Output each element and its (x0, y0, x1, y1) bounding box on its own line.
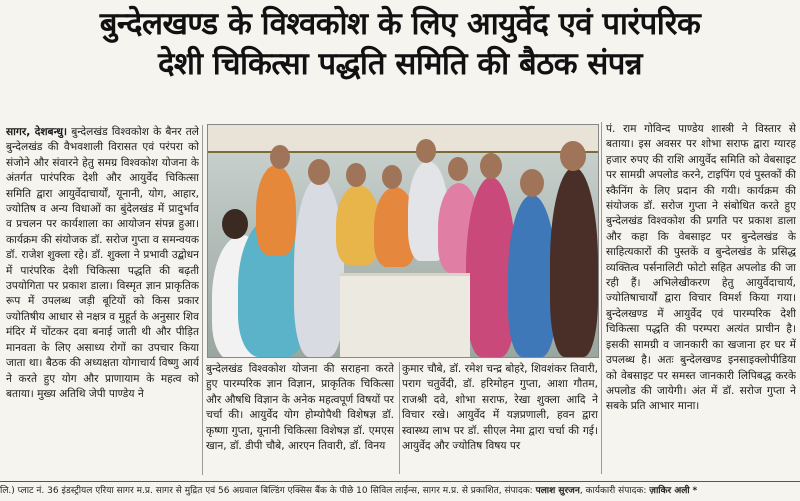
photo-person (550, 167, 598, 357)
photo-head (346, 163, 366, 187)
photo-head (480, 153, 502, 179)
editor-name: पलाश सुरजन (535, 486, 580, 496)
article-column-4: पं. राम गोविन्द पाण्डेय शास्त्री ने विस्तार से बताया। इस अवसर पर शोभा सराफ द्वारा ग्यारह हजार रुपए की राशि आयुर्वेद समिति को वेबसाइट पर सामग्री अपलोड करने, टाइपिंग एवं पुस्तकों की स्कैनिंग के लिए प्रदान की गयी। कार्यक्रम की संयोजक डॉ. सरोज गुप्ता ने संबोधित करते हुए बुन्देलखंड विश्वकोश की प्रगति पर प्रकाश डाला और कहा कि वेबसाइट पर बुन्देलखंड के साहित्यकारों की पुस्तकें व बुन्देलखंड के प्रसिद्ध व्यक्तित्व पर्सनालिटी फोटो सहित अपलोड की जा रही हैं। अभिलेखीकरण हेतु आयुर्वेदाचार्य, ज्योतिषाचार्यों द्वारा विचार विमर्श किया गया। बुन्देलखण्ड में आयुर्वेद एवं पारम्परिक देशी चिकित्सा पद्धति की परम्परा अत्यंत प्राचीन है। इसकी सामग्री व जानकारी का खजाना हर घर में उपलब्ध है। अतः बुन्देलखण्ड इनसाइक्लोपीडिया को वेबसाइट पर समस्त जानकारी लिपिबद्ध करके अपलोड की जायेगी। अंत में डॉ. सरोज गुप्ता ने सबके प्रति आभार माना। (606, 123, 796, 413)
imprint-suffix: * (692, 486, 698, 496)
photo-head (270, 145, 290, 169)
column-rule (202, 125, 203, 475)
photo-banner (208, 125, 598, 153)
photo-head (448, 157, 468, 181)
imprint-text: लि.) प्लाट नं. 36 इंडस्ट्रीयल एरिया सागर म.प्र. सागर से मुद्रित एवं 56 अग्रवाल बिल्डिंग एक्सिस बैंक के पीछे 10 सिविल लाईन्स, सागर म.प्र. से प्रकाशित, संपादक: (0, 486, 533, 496)
event-photo (207, 124, 599, 358)
article-column-2: बुन्देलखंड विश्वकोश योजना की सराहना करते हुए पारम्परिक ज्ञान विज्ञान, प्राकृतिक चिकित्सा और औषधि विज्ञान के अनेक महत्वपूर्ण विषयों पर चर्चा की। आयुर्वेद योग होम्योपैथी विशेषज्ञ डॉ. कृष्णा गुप्ता, यूनानी चिकित्सा विशेषज्ञ डॉ. एमएस खान, डॉ. डीपी चौबे, आरएन तिवारी, डॉ. विनय (206, 363, 394, 453)
dateline: सागर, देशबन्धु। (6, 126, 68, 138)
headline (0, 4, 800, 84)
photo-head (308, 159, 330, 185)
photo-person (294, 177, 344, 357)
headline-line-2: देशी चिकित्सा पद्धति समिति की बैठक संपन्न (157, 46, 643, 82)
headline-line-1: बुन्देलखण्ड के विश्वकोश के लिए आयुर्वेद एवं पारंपरिक (99, 6, 701, 42)
article-column-3: कुमार चौबे, डॉ. रमेश चन्द्र बोहरे, शिवशंकर तिवारी, पराग चतुर्वेदी, डॉ. हरिमोहन गुप्ता, आशा गौतम, राजश्री दवे, शोभा सराफ, रेखा शुक्ला आदि ने विचार रखे। आयुर्वेद में यज्ञप्रणाली, हवन द्वारा स्वास्थ्य लाभ पर डॉ. सीएल नेमा द्वारा चर्चा की गई। आयुर्वेद और ज्योतिष विषय पर (402, 363, 598, 453)
executive-editor-name: ज़ाकिर अली (649, 486, 690, 496)
photo-head (222, 209, 248, 239)
column-rule (399, 362, 400, 474)
photo-person (508, 195, 556, 357)
photo-table (340, 273, 470, 358)
photo-head (520, 169, 544, 197)
imprint-footer (0, 481, 800, 501)
column-1-text: बुन्देलखंड विश्वकोश के बैनर तले बुन्देलखंड की वैभवशाली विरासत एवं परंपरा को संजोने और संवारने हेतु समग्र विश्वकोश योजना के अंतर्गत पारंपरिक देशी और आयुर्वेद चिकित्सा समिति द्वारा आयुर्वेदाचार्यों, यूनानी, योग, आहार, ज्योतिष व अन्य विधाओं का बुंदेलखंड में प्रादुर्भाव व प्रचलन पर कार्यशाला का आयोजन संपन्न हुआ। कार्यक्रम की संयोजक डॉ. सरोज गुप्ता व समन्वयक डॉ. राजेश शुक्ला रहे। डॉ. शुक्ला ने प्रभावी उद्बोधन में पारंपरिक देशी चिकित्सा पद्धति की बढ़ती उपयोगिता पर प्रकाश डाला। विस्मृत ज्ञान प्राकृतिक रूप में उपलब्ध जड़ी बूटियों को किस प्रकार ज्योतिषीय आधार से नक्षत्र व मुहूर्त के अनुसार शिव मंदिर में चोंटकर दवा बनाई जाती थी और पीड़ित मानवता के लिए असाध्य रोगों का उपचार किया जाता था। बैठक की अध्यक्षता योगाचार्य विष्णु आर्य ने करते हुए योग और प्राणायाम के महत्व को बताया। मुख्य अतिथि जेपी पाण्डेय ने (6, 126, 199, 400)
imprint-mid: , कार्यकारी संपादक: (579, 486, 647, 496)
photo-head (416, 139, 436, 163)
article-column-1 (6, 125, 199, 475)
photo-person (256, 165, 296, 255)
photo-head (382, 165, 402, 189)
photo-head (560, 141, 586, 171)
column-rule (601, 122, 602, 474)
